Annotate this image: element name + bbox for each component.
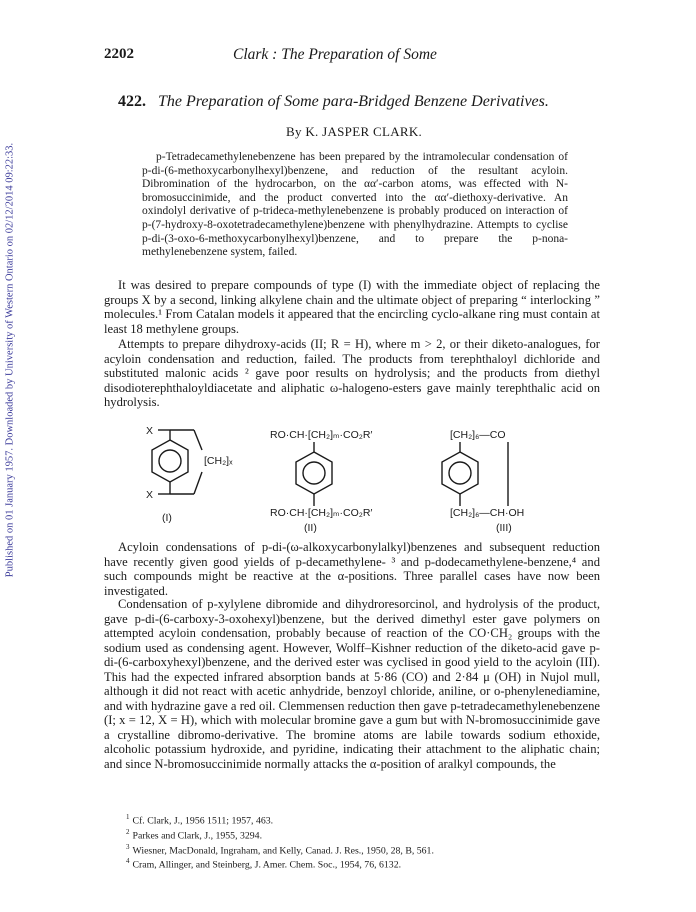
structure-label-i: (I) [162,512,172,524]
download-watermark [2,100,18,620]
footnote-text: Parkes and Clark, J., 1955, 3294. [132,830,263,842]
footnote-3 [126,842,596,857]
footnotes [126,812,596,871]
chain-bottom-iii: [CH₂]₆—CH·OH [450,507,525,519]
benzene-ring-i [152,440,188,482]
substituent-top-ii: RO·CH·[CH₂]ₘ·CO₂R′ [270,429,373,441]
abstract: p-Tetradecamethylenebenzene has been prepared by the intramolecular condensation of p-di-(6-methoxycarbonylhexyl)benzene, and reduction of the resultant acyloin. Dibromination of the hydrocarbon, on the αα′-carbon atoms, was effected with N-bromosuccinimide, and the product converted into the αα′-diethoxy-derivative. An oxindolyl derivative of p-trideca-methylenebenzene is probably produced on interaction of p-(7-hydroxy-8-oxotetradecamethylene)benzene with phenylhydrazine. Attempts to cyclise p-di-(3-oxo-6-methoxycarbonylhexyl)benzene, and to prepare the p-nona-methylenebenzene system, failed. [142,151,568,259]
footnote-text: Cram, Allinger, and Steinberg, J. Amer. Chem. Soc., 1954, 76, 6132. [132,859,402,871]
footnote-mark: 3 [126,842,130,851]
footnote-2 [126,827,596,842]
aromatic-circle-ii [303,462,325,484]
benzene-ring-ii [296,452,332,494]
paragraph-3: Acyloin condensations of p-di-(ω-alkoxycarbonylalkyl)benzenes and subsequent reduction have recently given good yields of p-decamethylene- ³ and p-dodecamethylene-benzene,⁴ and such compounds might be reactive at the α-positions. Three parallel cases have now been investigated. [104,540,600,598]
methylene-chain-i: [CH₂]ₓ [204,455,233,467]
article-number: 422. [118,93,146,110]
paragraph-2: Attempts to prepare dihydroxy-acids (II; R = H), where m > 2, or their diketo-analogues, for acyloin condensation and reduction, failed. The products from terephthaloyl dichloride and substituted malonic acids ² gave poor results on hydrolysis; and the products from diethyl disodioterephthaloyldiacetate and aliphatic ω-halogeno-esters gave mainly terephthalic acid on hydrolysis. [104,337,600,409]
footnote-4 [126,856,596,871]
footnote-1 [126,812,596,827]
benzene-ring-iii [442,452,478,494]
substituent-bottom-ii: RO·CH·[CH₂]ₘ·CO₂R′ [270,507,373,519]
structure-figure [104,410,600,534]
download-watermark-text: Published on 01 January 1957. Downloaded by University of Western Ontario on 02/12/2014 09:22:33. [4,142,16,578]
chemical-structures [104,410,600,534]
footnote-text: Cf. Clark, J., 1956 1511; 1957, 463. [132,815,274,827]
author-byline: By K. JASPER CLARK. [286,124,423,139]
aromatic-circle-iii [449,462,471,484]
footnote-mark: 4 [126,857,130,866]
paragraph-1: It was desired to prepare compounds of type (I) with the immediate object of replacing the groups X by a second, linking alkylene chain and the ultimate object of preparing “ interlocking ” molecules.¹ From Catalan models it appeared that the encircling cyclo-alkane ring must contain at least 18 methylene groups. [104,278,600,336]
article-title-text: The Preparation of Some para-Bridged Benzene Derivatives. [158,93,549,110]
substituent-x-bottom: X [146,489,154,501]
footnote-mark: 1 [126,813,130,821]
structure-label-ii: (II) [304,522,317,534]
article-title [118,93,549,111]
footnote-mark: 2 [126,827,130,836]
aromatic-circle-i [159,450,181,472]
page-number: 2202 [104,46,134,62]
chain-top-iii: [CH₂]₆—CO [450,429,506,441]
structure-label-iii: (III) [496,522,512,534]
paragraph-4: Condensation of p-xylylene dibromide and dihydroresorcinol, and hydrolysis of the product, gave p-di-(6-carboxy-3-oxohexyl)benzene, but the derived dimethyl ester gave polymers on attempted acyloin condensation, probably because of reaction of the CO·CH₂ groups with the sodium used as condensing agent. However, Wolff–Kishner reduction of the diketo-acid gave p-di-(6-carboxyhexyl)benzene, and the derived ester was cyclised in good yield to the acyloin (III). This had the expected infrared absorption bands at 5·86 (CO) and 2·84 μ (OH) in Nujol mull, although it did not react with acetic anhydride, benzoyl chloride, aniline, or o-phenylenediamine, and with hydrazine gave a red oil. Clemmensen reduction then gave p-tetradecamethylenebenzene (I; x = 12, X = H), which with molecular bromine gave a gum but with N-bromosuccinimide gave a crystalline dibromo-derivative. The bromine atoms are labile towards sodium ethoxide, alcoholic potassium hydroxide, and pyridine, indicating their attachment to the aliphatic chain; and since N-bromosuccinimide normally attacks the α-position of aralkyl compounds, the [104,597,600,771]
substituent-x-top: X [146,425,154,437]
running-header: Clark : The Preparation of Some [233,46,437,63]
footnote-text: Wiesner, MacDonald, Ingraham, and Kelly, Canad. J. Res., 1950, 28, B, 561. [132,844,434,856]
